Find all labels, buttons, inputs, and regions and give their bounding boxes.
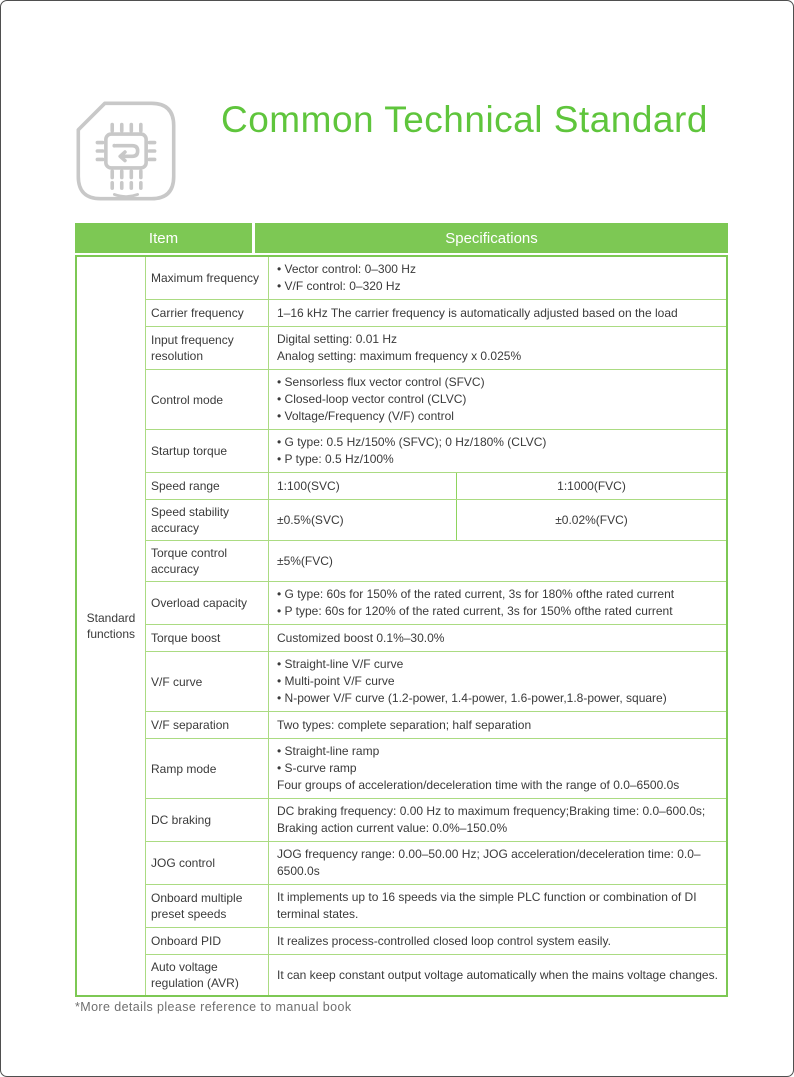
item-cell: DC braking <box>146 799 269 841</box>
item-cell: Control mode <box>146 370 269 429</box>
spec-line: • Sensorless flux vector control (SFVC) <box>277 375 485 389</box>
spec-line: • V/F control: 0–320 Hz <box>277 279 401 293</box>
spec-line: • Straight-line V/F curve <box>277 657 404 671</box>
table-row <box>146 499 726 540</box>
column-header-specifications: Specifications <box>255 223 728 253</box>
item-cell: Onboard PID <box>146 928 269 954</box>
table-row <box>146 472 726 499</box>
spec-line: • P type: 60s for 120% of the rated current, 3s for 150% ofthe rated current <box>277 604 673 618</box>
spec-cell <box>269 739 726 798</box>
spec-line: Four groups of acceleration/deceleration time with the range of 0.0–6500.0s <box>277 778 680 792</box>
spec-sub-cell: 1:100(SVC) <box>269 473 457 499</box>
table-row <box>146 624 726 651</box>
table-header-row <box>75 223 728 253</box>
table-row <box>146 884 726 927</box>
spec-line: DC braking frequency: 0.00 Hz to maximum frequency;Braking time: 0.0–600.0s; <box>277 804 706 818</box>
document-header <box>73 97 708 205</box>
table-row <box>146 540 726 581</box>
spec-sub-cell: 1:1000(FVC) <box>557 478 626 493</box>
spec-line: • Voltage/Frequency (V/F) control <box>277 409 454 423</box>
item-cell: Speed range <box>146 473 269 499</box>
spec-line: It can keep constant output voltage automatically when the mains voltage changes. <box>277 967 718 982</box>
spec-cell <box>269 842 726 884</box>
group-label: Standard functions <box>77 257 146 995</box>
table-row <box>146 711 726 738</box>
spec-line: It implements up to 16 speeds via the simple PLC function or combination of DI terminal states. <box>277 890 697 921</box>
table-row <box>146 841 726 884</box>
spec-line: • Closed-loop vector control (CLVC) <box>277 392 467 406</box>
spec-cell <box>269 928 726 954</box>
spec-line: Braking action current value: 0.0%–150.0% <box>277 821 508 835</box>
table-row <box>146 954 726 995</box>
footnote: *More details please reference to manual book <box>75 1000 352 1014</box>
spec-line: • S-curve ramp <box>277 761 357 775</box>
table-row <box>146 927 726 954</box>
item-cell: Onboard multiple preset speeds <box>146 885 269 927</box>
table-rows <box>146 257 726 995</box>
table-row <box>146 429 726 472</box>
spec-cell <box>269 473 726 499</box>
spec-cell <box>269 541 726 581</box>
item-cell: Torque control accuracy <box>146 541 269 581</box>
table-row <box>146 369 726 429</box>
spec-line: Analog setting: maximum frequency x 0.025% <box>277 349 522 363</box>
item-cell: Startup torque <box>146 430 269 472</box>
spec-cell <box>269 712 726 738</box>
spec-sub-cell: ±0.02%(FVC) <box>555 512 628 527</box>
spec-line: • Multi-point V/F curve <box>277 674 395 688</box>
spec-cell <box>269 300 726 326</box>
table-body <box>75 255 728 997</box>
column-header-item: Item <box>75 223 252 253</box>
item-cell: Carrier frequency <box>146 300 269 326</box>
spec-cell <box>269 885 726 927</box>
spec-line: Digital setting: 0.01 Hz <box>277 332 398 346</box>
item-cell: Ramp mode <box>146 739 269 798</box>
spec-cell <box>269 652 726 711</box>
spec-cell <box>269 799 726 841</box>
table-row <box>146 738 726 798</box>
item-cell: Torque boost <box>146 625 269 651</box>
item-cell: V/F curve <box>146 652 269 711</box>
item-cell: Auto voltage regulation (AVR) <box>146 955 269 995</box>
chip-icon <box>73 97 179 205</box>
spec-line: • G type: 60s for 150% of the rated current, 3s for 180% ofthe rated current <box>277 587 675 601</box>
spec-cell <box>269 327 726 369</box>
item-cell: V/F separation <box>146 712 269 738</box>
spec-cell <box>269 257 726 299</box>
item-cell: Maximum frequency <box>146 257 269 299</box>
spec-cell <box>269 582 726 624</box>
spec-line: • N-power V/F curve (1.2-power, 1.4-power, 1.6-power,1.8-power, square) <box>277 691 667 705</box>
spec-line: JOG frequency range: 0.00–50.00 Hz; JOG acceleration/deceleration time: 0.0–6500.0s <box>277 847 701 878</box>
spec-sub-cell: ±0.5%(SVC) <box>269 500 457 540</box>
table-row <box>146 299 726 326</box>
spec-line: 1–16 kHz The carrier frequency is automatically adjusted based on the load <box>277 305 678 320</box>
spec-cell <box>269 625 726 651</box>
table-row <box>146 651 726 711</box>
spec-line: Two types: complete separation; half separation <box>277 717 532 732</box>
item-cell: JOG control <box>146 842 269 884</box>
spec-line: It realizes process-controlled closed loop control system easily. <box>277 933 611 948</box>
spec-line: Customized boost 0.1%–30.0% <box>277 630 445 645</box>
spec-line: ±5%(FVC) <box>277 553 333 568</box>
table-row <box>146 326 726 369</box>
spec-cell <box>269 500 726 540</box>
table-row <box>146 581 726 624</box>
item-cell: Speed stability accuracy <box>146 500 269 540</box>
spec-cell <box>269 430 726 472</box>
spec-cell <box>269 370 726 429</box>
spec-line: • P type: 0.5 Hz/100% <box>277 452 394 466</box>
spec-line: • Straight-line ramp <box>277 744 380 758</box>
item-cell: Input frequency resolution <box>146 327 269 369</box>
table-row <box>146 798 726 841</box>
spec-line: • G type: 0.5 Hz/150% (SFVC); 0 Hz/180% (CLVC) <box>277 435 547 449</box>
item-cell: Overload capacity <box>146 582 269 624</box>
page-title: Common Technical Standard <box>221 99 708 140</box>
spec-table <box>75 223 728 997</box>
spec-cell <box>269 955 726 995</box>
spec-line: • Vector control: 0–300 Hz <box>277 262 416 276</box>
table-row <box>146 257 726 299</box>
